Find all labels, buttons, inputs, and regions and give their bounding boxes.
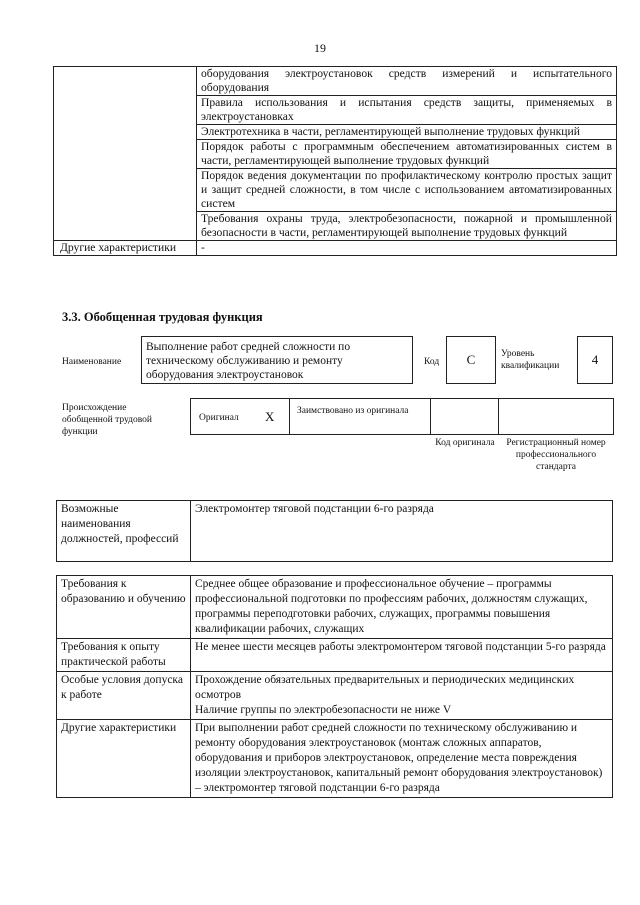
reg-number-caption: Регистрационный номер профессионального стандарта: [506, 438, 606, 472]
table-row: [57, 672, 613, 720]
requirement-label: Требования к опыту практической работы: [57, 639, 191, 672]
requirement-line: Наличие группы по электробезопасности не ниже V: [195, 704, 452, 716]
original-label: Оригинал: [199, 413, 239, 423]
requirement-label: Требования к образованию и обучению: [57, 576, 191, 639]
origin-table: [190, 398, 614, 435]
divider: [430, 398, 431, 435]
function-name-box: [141, 336, 413, 384]
borrowed-label: Заимствовано из оригинала: [297, 406, 409, 416]
knowledge-item: Порядок работы с программным обеспечением автоматизированных систем в части, регламентирующей выполнение трудовых функций: [197, 140, 617, 169]
divider: [289, 398, 290, 435]
qualification-level-label: Уровень квалификации: [501, 349, 560, 371]
knowledge-label-cell: [54, 67, 197, 241]
function-name: Выполнение работ средней сложности по техническому обслуживанию и ремонту оборудования электроустановок: [146, 341, 351, 381]
code-value: С: [466, 352, 476, 367]
divider: [498, 398, 499, 435]
possible-names-value: Электромонтер тяговой подстанции 6-го разряда: [191, 501, 613, 562]
knowledge-item: оборудования электроустановок средств измерений и испытательного оборудования: [197, 67, 617, 96]
knowledge-item: Правила использования и испытания средств защиты, применяемых в электроустановках: [197, 96, 617, 125]
requirement-value: [191, 672, 613, 720]
origin-label: Происхождение обобщенной трудовой функции: [62, 403, 152, 437]
original-mark: X: [265, 409, 275, 424]
possible-names-label: Возможные наименования должностей, профессий: [57, 501, 191, 562]
knowledge-item: Электротехника в части, регламентирующей выполнение трудовых функций: [197, 125, 617, 140]
qualification-level-value: 4: [591, 352, 599, 367]
table-row: [57, 576, 613, 639]
requirement-value: Среднее общее образование и профессиональное обучение – программы профессиональной подготовки по профессиям рабочих, должностям служащих, программы переподготовки рабочих, служащих, программы повышения квалификации рабочих, служащих: [191, 576, 613, 639]
qualification-level-box: [577, 336, 613, 384]
requirement-label: Другие характеристики: [57, 720, 191, 798]
table-row: [57, 720, 613, 798]
table-row: [54, 241, 617, 256]
name-label: Наименование: [62, 357, 122, 367]
table-row: [54, 67, 617, 96]
possible-names-table: [56, 500, 613, 562]
code-label: Код: [424, 357, 440, 367]
requirement-value: Не менее шести месяцев работы электромонтером тяговой подстанции 5-го разряда: [191, 639, 613, 672]
requirements-table: [56, 575, 613, 798]
section-heading: 3.3. Обобщенная трудовая функция: [62, 310, 263, 324]
other-characteristics-label: Другие характеристики: [54, 241, 197, 256]
other-characteristics-value: -: [197, 241, 617, 256]
requirement-label: Особые условия допуска к работе: [57, 672, 191, 720]
table-row: [57, 639, 613, 672]
knowledge-table: [53, 66, 617, 256]
requirement-value: При выполнении работ средней сложности по техническому обслуживанию и ремонту оборудования электроустановок (монтаж сложных аппаратов, оборудования и приборов электроустановок, определение места повреждения изоляции электроустановок, капитальный ремонт оборудования электроустановок) – электромонтер тяговой подстанции 6-го разряда: [191, 720, 613, 798]
code-box: [446, 336, 496, 384]
origin-code-caption: Код оригинала: [435, 438, 495, 448]
knowledge-item: Порядок ведения документации по профилактическому контролю простых защит и защит средней сложности, в том числе с использованием автоматизированных систем: [197, 169, 617, 212]
requirement-line: Прохождение обязательных предварительных и периодических медицинских осмотров: [195, 674, 575, 701]
page-number: 19: [314, 41, 326, 55]
table-row: [57, 501, 613, 562]
knowledge-item: Требования охраны труда, электробезопасности, пожарной и промышленной безопасности в части, регламентирующей выполнение трудовых функций: [197, 212, 617, 241]
